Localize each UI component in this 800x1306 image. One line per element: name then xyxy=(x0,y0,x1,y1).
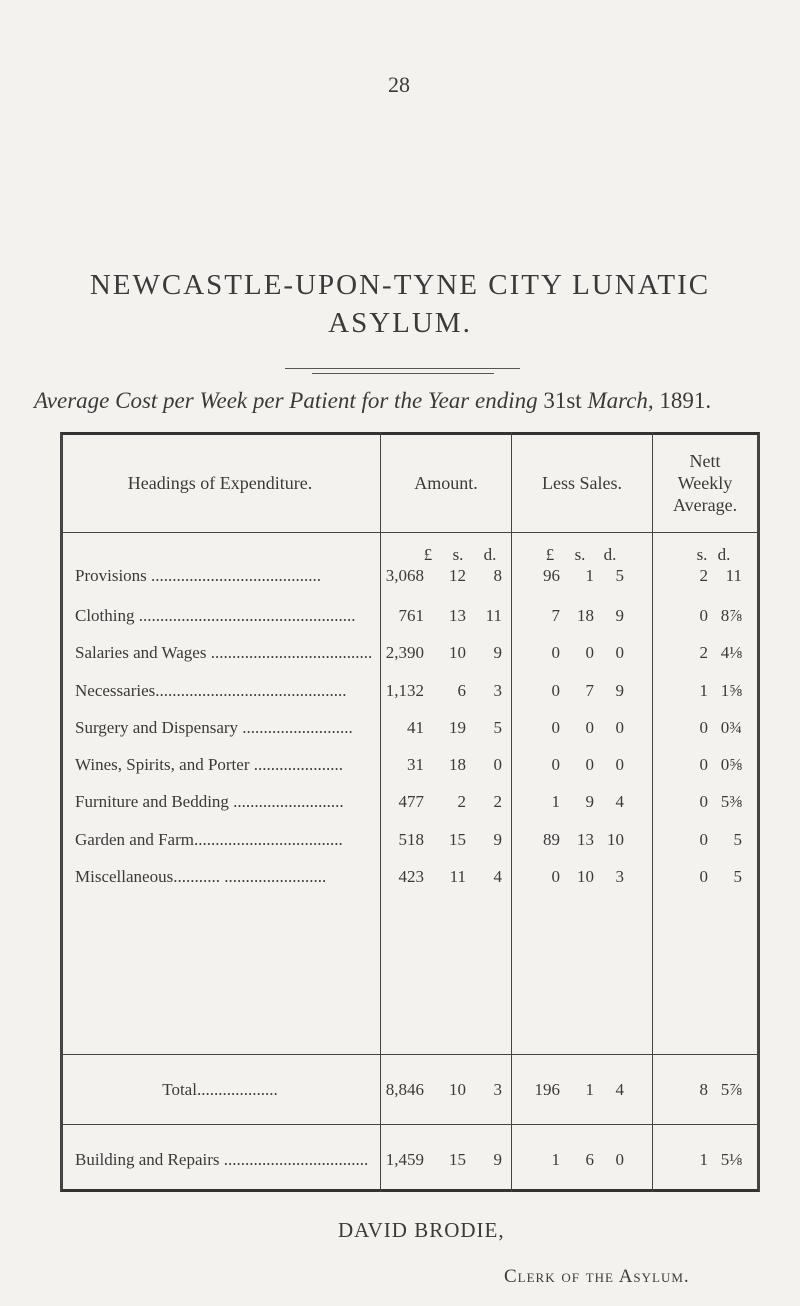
building-repairs-row-sales-pounds: 1 xyxy=(551,1150,560,1169)
total-row-amount-pounds: 8,846 xyxy=(385,1080,424,1099)
table-row-5-amount-shillings: 18 xyxy=(449,755,466,774)
table-row-5-label: Wines, Spirits, and Porter ..................... xyxy=(75,755,343,774)
table-row-8-nett-pence: 5 xyxy=(733,867,742,886)
subtitle-text: Average Cost per Week per Patient for the Year ending xyxy=(34,388,538,413)
document-title xyxy=(0,266,800,342)
table-row-5-sales-pence: 0 xyxy=(615,755,624,774)
table-row-3-amount-pence: 3 xyxy=(493,681,502,700)
table-row-0-amount-pence: 8 xyxy=(493,566,502,585)
table-row-2-amount-shillings: 10 xyxy=(449,643,466,662)
table-row-7-sales-pence: 10 xyxy=(607,830,624,849)
table-row-5-amount-pence: 0 xyxy=(493,755,502,774)
table-row-0-nett-pence: 11 xyxy=(725,566,742,585)
clerk-title: Clerk of the Asylum. xyxy=(504,1266,690,1287)
table-row-4-amount-pence: 5 xyxy=(493,718,502,737)
header-amount: Amount. xyxy=(414,473,478,493)
table-row-8-label: Miscellaneous........... ........................ xyxy=(75,867,327,886)
table-row-6-nett-pence: 5⅜ xyxy=(720,792,742,811)
title-line-1: NEWCASTLE-UPON-TYNE CITY LUNATIC xyxy=(89,269,711,301)
table-row-0-nett-shillings: 2 xyxy=(699,566,708,585)
table-row-5-sales-shillings: 0 xyxy=(585,755,594,774)
table-row-6-label: Furniture and Bedding .......................... xyxy=(75,792,344,811)
table-row-1-sales-pounds: 7 xyxy=(551,606,560,625)
table-row-7-label: Garden and Farm................................... xyxy=(75,830,343,849)
table-row-8-amount-pence: 4 xyxy=(493,867,502,886)
expenditure-table xyxy=(60,432,760,1192)
table-row-0-amount-shillings: 12 xyxy=(449,566,466,585)
header-headings: Headings of Expenditure. xyxy=(127,473,313,493)
table-row-3-nett-shillings: 1 xyxy=(699,681,708,700)
table-row-3-amount-pounds: 1,132 xyxy=(385,681,424,700)
total-row-sales-shillings: 1 xyxy=(585,1080,594,1099)
table-row-1-nett-pence: 8⅞ xyxy=(720,606,742,625)
table-row-0-amount-pounds: 3,068 xyxy=(385,566,424,585)
table-row-2-nett-pence: 4⅛ xyxy=(720,643,742,662)
table-row-8-amount-shillings: 11 xyxy=(449,867,466,886)
total-row-amount-shillings: 10 xyxy=(449,1080,466,1099)
table-row-4-sales-pounds: 0 xyxy=(551,718,560,737)
table-row-8-sales-shillings: 10 xyxy=(577,867,594,886)
table-row-4-label: Surgery and Dispensary .......................... xyxy=(75,718,353,737)
table-row-2-amount-pounds: 2,390 xyxy=(385,643,424,662)
table-row-5-nett-pence: 0⅝ xyxy=(720,755,742,774)
table-row-2-sales-pounds: 0 xyxy=(551,643,560,662)
table-row-6-sales-pounds: 1 xyxy=(551,792,560,811)
total-row-nett-pence: 5⅞ xyxy=(720,1080,742,1099)
table-row-7-nett-pence: 5 xyxy=(733,830,742,849)
title-rule-top xyxy=(285,368,520,369)
table-row-6-sales-shillings: 9 xyxy=(585,792,594,811)
table-row-2-label: Salaries and Wages ...................................... xyxy=(75,643,373,662)
table-row-2-nett-shillings: 2 xyxy=(699,643,708,662)
header-nett-line-1: Nett xyxy=(689,451,721,471)
table-row-0-sales-shillings: 1 xyxy=(585,566,594,585)
unit-sales-pence: d. xyxy=(603,545,617,564)
header-rule xyxy=(60,532,760,533)
building-repairs-row-amount-pence: 9 xyxy=(493,1150,502,1169)
table-row-8-sales-pence: 3 xyxy=(615,867,624,886)
subtitle-month: March, xyxy=(587,388,654,413)
total-row-nett-shillings: 8 xyxy=(699,1080,708,1099)
total-row-label: Total................... xyxy=(162,1080,278,1099)
header-nett-weekly-average xyxy=(653,450,757,516)
unit-sales-shillings: s. xyxy=(574,545,586,564)
table-row-3-sales-shillings: 7 xyxy=(585,681,594,700)
table-row-4-sales-pence: 0 xyxy=(615,718,624,737)
header-nett-line-2: Weekly xyxy=(677,473,733,493)
signature: DAVID BRODIE, xyxy=(338,1218,505,1242)
table-row-8-sales-pounds: 0 xyxy=(551,867,560,886)
column-divider-2 xyxy=(511,432,512,1192)
table-row-4-sales-shillings: 0 xyxy=(585,718,594,737)
table-row-1-sales-shillings: 18 xyxy=(577,606,594,625)
table-row-7-amount-shillings: 15 xyxy=(449,830,466,849)
total-rule-bottom xyxy=(60,1124,760,1125)
table-row-2-sales-shillings: 0 xyxy=(585,643,594,662)
table-row-3-nett-pence: 1⅝ xyxy=(720,681,742,700)
table-row-6-nett-shillings: 0 xyxy=(699,792,708,811)
title-rule-bottom xyxy=(312,373,494,374)
table-row-6-amount-shillings: 2 xyxy=(457,792,466,811)
column-divider-1 xyxy=(380,432,381,1192)
table-row-3-amount-shillings: 6 xyxy=(457,681,466,700)
unit-amount-shillings: s. xyxy=(452,545,464,564)
table-row-7-sales-shillings: 13 xyxy=(577,830,594,849)
table-row-7-sales-pounds: 89 xyxy=(543,830,560,849)
table-row-6-amount-pounds: 477 xyxy=(398,792,424,811)
table-row-8-amount-pounds: 423 xyxy=(398,867,424,886)
unit-amount-pence: d. xyxy=(483,545,497,564)
table-row-1-amount-pounds: 761 xyxy=(398,606,424,625)
building-repairs-row-label: Building and Repairs .................................. xyxy=(75,1150,369,1169)
total-row-amount-pence: 3 xyxy=(493,1080,502,1099)
table-row-3-label: Necessaries............................................. xyxy=(75,681,347,700)
subtitle-year: 1891. xyxy=(659,388,712,413)
table-row-1-label: Clothing ................................................... xyxy=(75,606,356,625)
table-row-5-amount-pounds: 31 xyxy=(407,755,424,774)
unit-sales-pounds: £ xyxy=(545,545,555,564)
table-row-1-nett-shillings: 0 xyxy=(699,606,708,625)
table-row-1-amount-pence: 11 xyxy=(485,606,502,625)
table-row-4-amount-pounds: 41 xyxy=(407,718,424,737)
building-repairs-row-nett-pence: 5⅛ xyxy=(720,1150,742,1169)
title-line-2: ASYLUM. xyxy=(328,307,472,339)
table-row-3-sales-pence: 9 xyxy=(615,681,624,700)
total-row-sales-pence: 4 xyxy=(615,1080,624,1099)
building-repairs-row-nett-shillings: 1 xyxy=(699,1150,708,1169)
building-repairs-row-amount-shillings: 15 xyxy=(449,1150,466,1169)
table-row-0-sales-pence: 5 xyxy=(615,566,624,585)
table-row-2-amount-pence: 9 xyxy=(493,643,502,662)
table-row-2-sales-pence: 0 xyxy=(615,643,624,662)
table-row-3-sales-pounds: 0 xyxy=(551,681,560,700)
page-number: 28 xyxy=(388,72,410,97)
table-row-6-sales-pence: 4 xyxy=(615,792,624,811)
table-row-7-amount-pence: 9 xyxy=(493,830,502,849)
table-subtitle xyxy=(34,388,711,414)
column-divider-3 xyxy=(652,432,653,1192)
subtitle-date: 31st xyxy=(543,388,582,413)
table-row-4-nett-pence: 0¾ xyxy=(720,718,742,737)
table-row-4-amount-shillings: 19 xyxy=(449,718,466,737)
table-row-7-nett-shillings: 0 xyxy=(699,830,708,849)
header-nett-line-3: Average. xyxy=(672,495,738,515)
unit-nett-shillings: s. xyxy=(696,545,708,564)
building-repairs-row-sales-pence: 0 xyxy=(615,1150,624,1169)
table-row-0-sales-pounds: 96 xyxy=(543,566,560,585)
table-row-8-nett-shillings: 0 xyxy=(699,867,708,886)
table-row-1-sales-pence: 9 xyxy=(615,606,624,625)
building-repairs-row-sales-shillings: 6 xyxy=(585,1150,594,1169)
header-less-sales: Less Sales. xyxy=(542,473,622,493)
table-row-5-nett-shillings: 0 xyxy=(699,755,708,774)
table-row-0-label: Provisions ........................................ xyxy=(75,566,322,585)
table-row-5-sales-pounds: 0 xyxy=(551,755,560,774)
table-row-1-amount-shillings: 13 xyxy=(449,606,466,625)
total-rule-top xyxy=(60,1054,760,1055)
unit-nett-pence: d. xyxy=(717,545,731,564)
total-row-sales-pounds: 196 xyxy=(534,1080,560,1099)
unit-amount-pounds: £ xyxy=(423,545,433,564)
building-repairs-row-amount-pounds: 1,459 xyxy=(385,1150,424,1169)
table-row-7-amount-pounds: 518 xyxy=(398,830,424,849)
table-row-6-amount-pence: 2 xyxy=(493,792,502,811)
table-row-4-nett-shillings: 0 xyxy=(699,718,708,737)
